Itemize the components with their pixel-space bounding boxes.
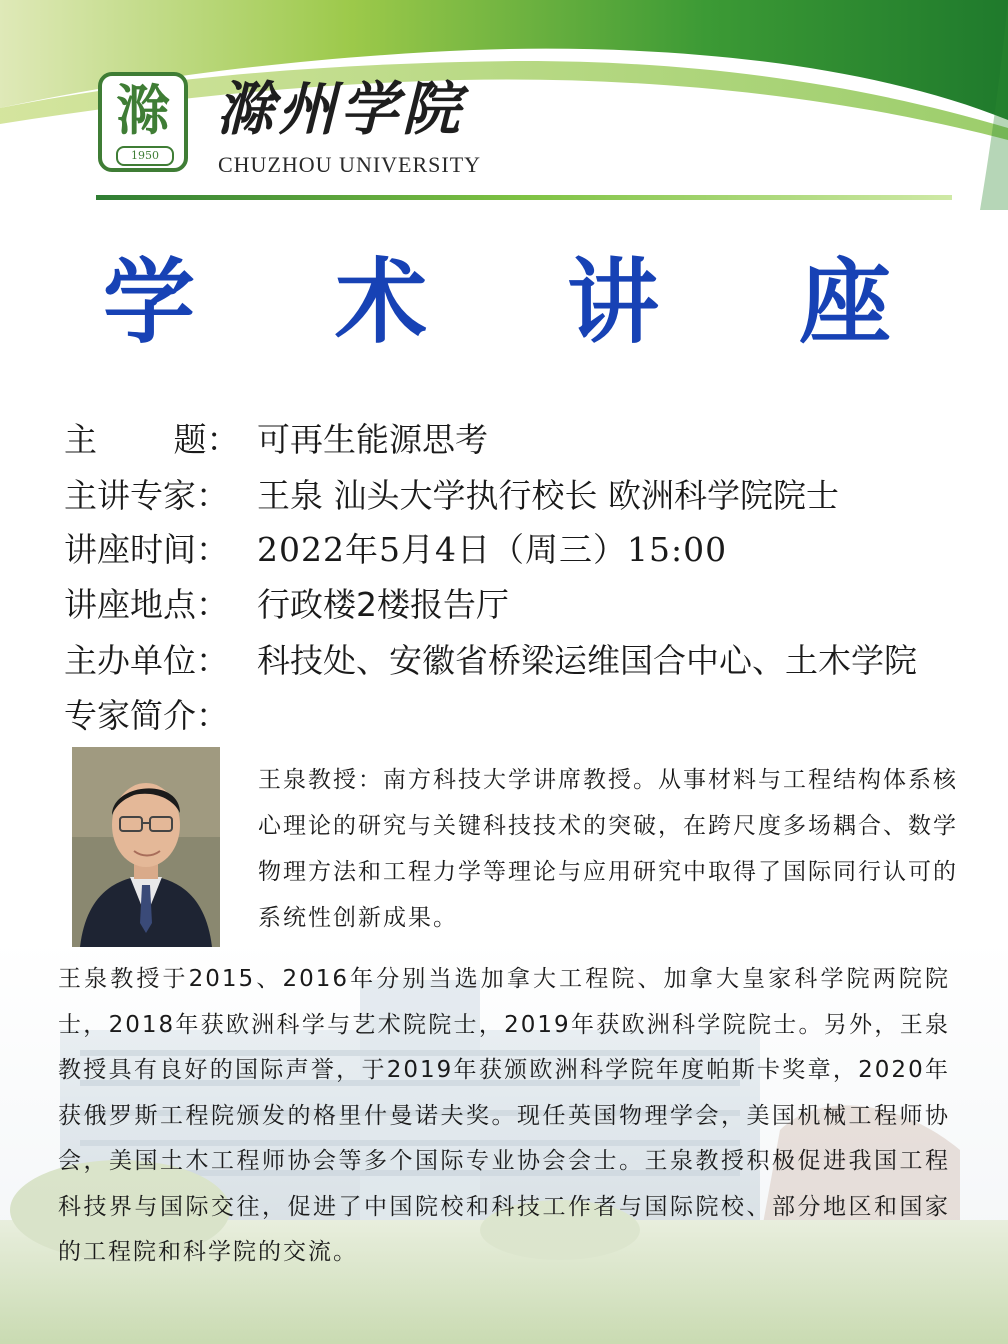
info-label: 主办单位： [64, 641, 229, 680]
school-name-en: CHUZHOU UNIVERSITY [218, 152, 482, 177]
info-label: 主 题： [64, 420, 240, 459]
seal-year: 1950 [116, 146, 174, 166]
speaker-bio-long: 王泉教授于2015、2016年分别当选加拿大工程院、加拿大皇家科学院两院院士，2018年获欧洲科学与艺术院院士，2019年获欧洲科学院院士。另外，王泉教授具有良好的国际声誉，于2019年获颁欧洲科学院年度帕斯卡奖章，2020年获俄罗斯工程院颁发的格里什曼诺夫奖。现任英国物理学会，美国机械工程师协会，美国土木工程师协会等多个国际专业协会会士。王泉教授积极促进我国工程科技界与国际交往，促进了中国院校和科技工作者与国际院校、部分地区和国家的工程院和科学院的交流。 [58, 966, 950, 1265]
header-divider [96, 195, 952, 200]
info-label: 专家简介： [64, 696, 229, 735]
info-value: 科技处、安徽省桥梁运维国合中心、土木学院 [257, 641, 917, 680]
info-value: 行政楼2楼报告厅 [257, 585, 509, 624]
info-value: 2022年5月4日（周三）15:00 [257, 530, 728, 569]
speaker-bio-short: 王泉教授：南方科技大学讲席教授。从事材料与工程结构体系核心理论的研究与关键科技技术的突破，在跨尺度多场耦合、数学物理方法和工程力学等理论与应用研究中取得了国际同行认可的系统性创新成果。 [258, 767, 958, 931]
seal-emblem [98, 72, 188, 172]
info-label: 主讲专家： [64, 476, 229, 515]
info-label: 讲座地点： [64, 585, 229, 624]
info-value: 可再生能源思考 [257, 420, 488, 459]
school-name-cn: 滁州学院 [216, 75, 465, 143]
speaker-photo [72, 747, 220, 947]
info-value: 王泉 汕头大学执行校长 欧洲科学院院士 [257, 476, 839, 515]
info-label: 讲座时间： [64, 530, 229, 569]
seal-glyph: 滁 [116, 78, 170, 142]
page-title: 学 术 讲 座 [102, 249, 946, 356]
